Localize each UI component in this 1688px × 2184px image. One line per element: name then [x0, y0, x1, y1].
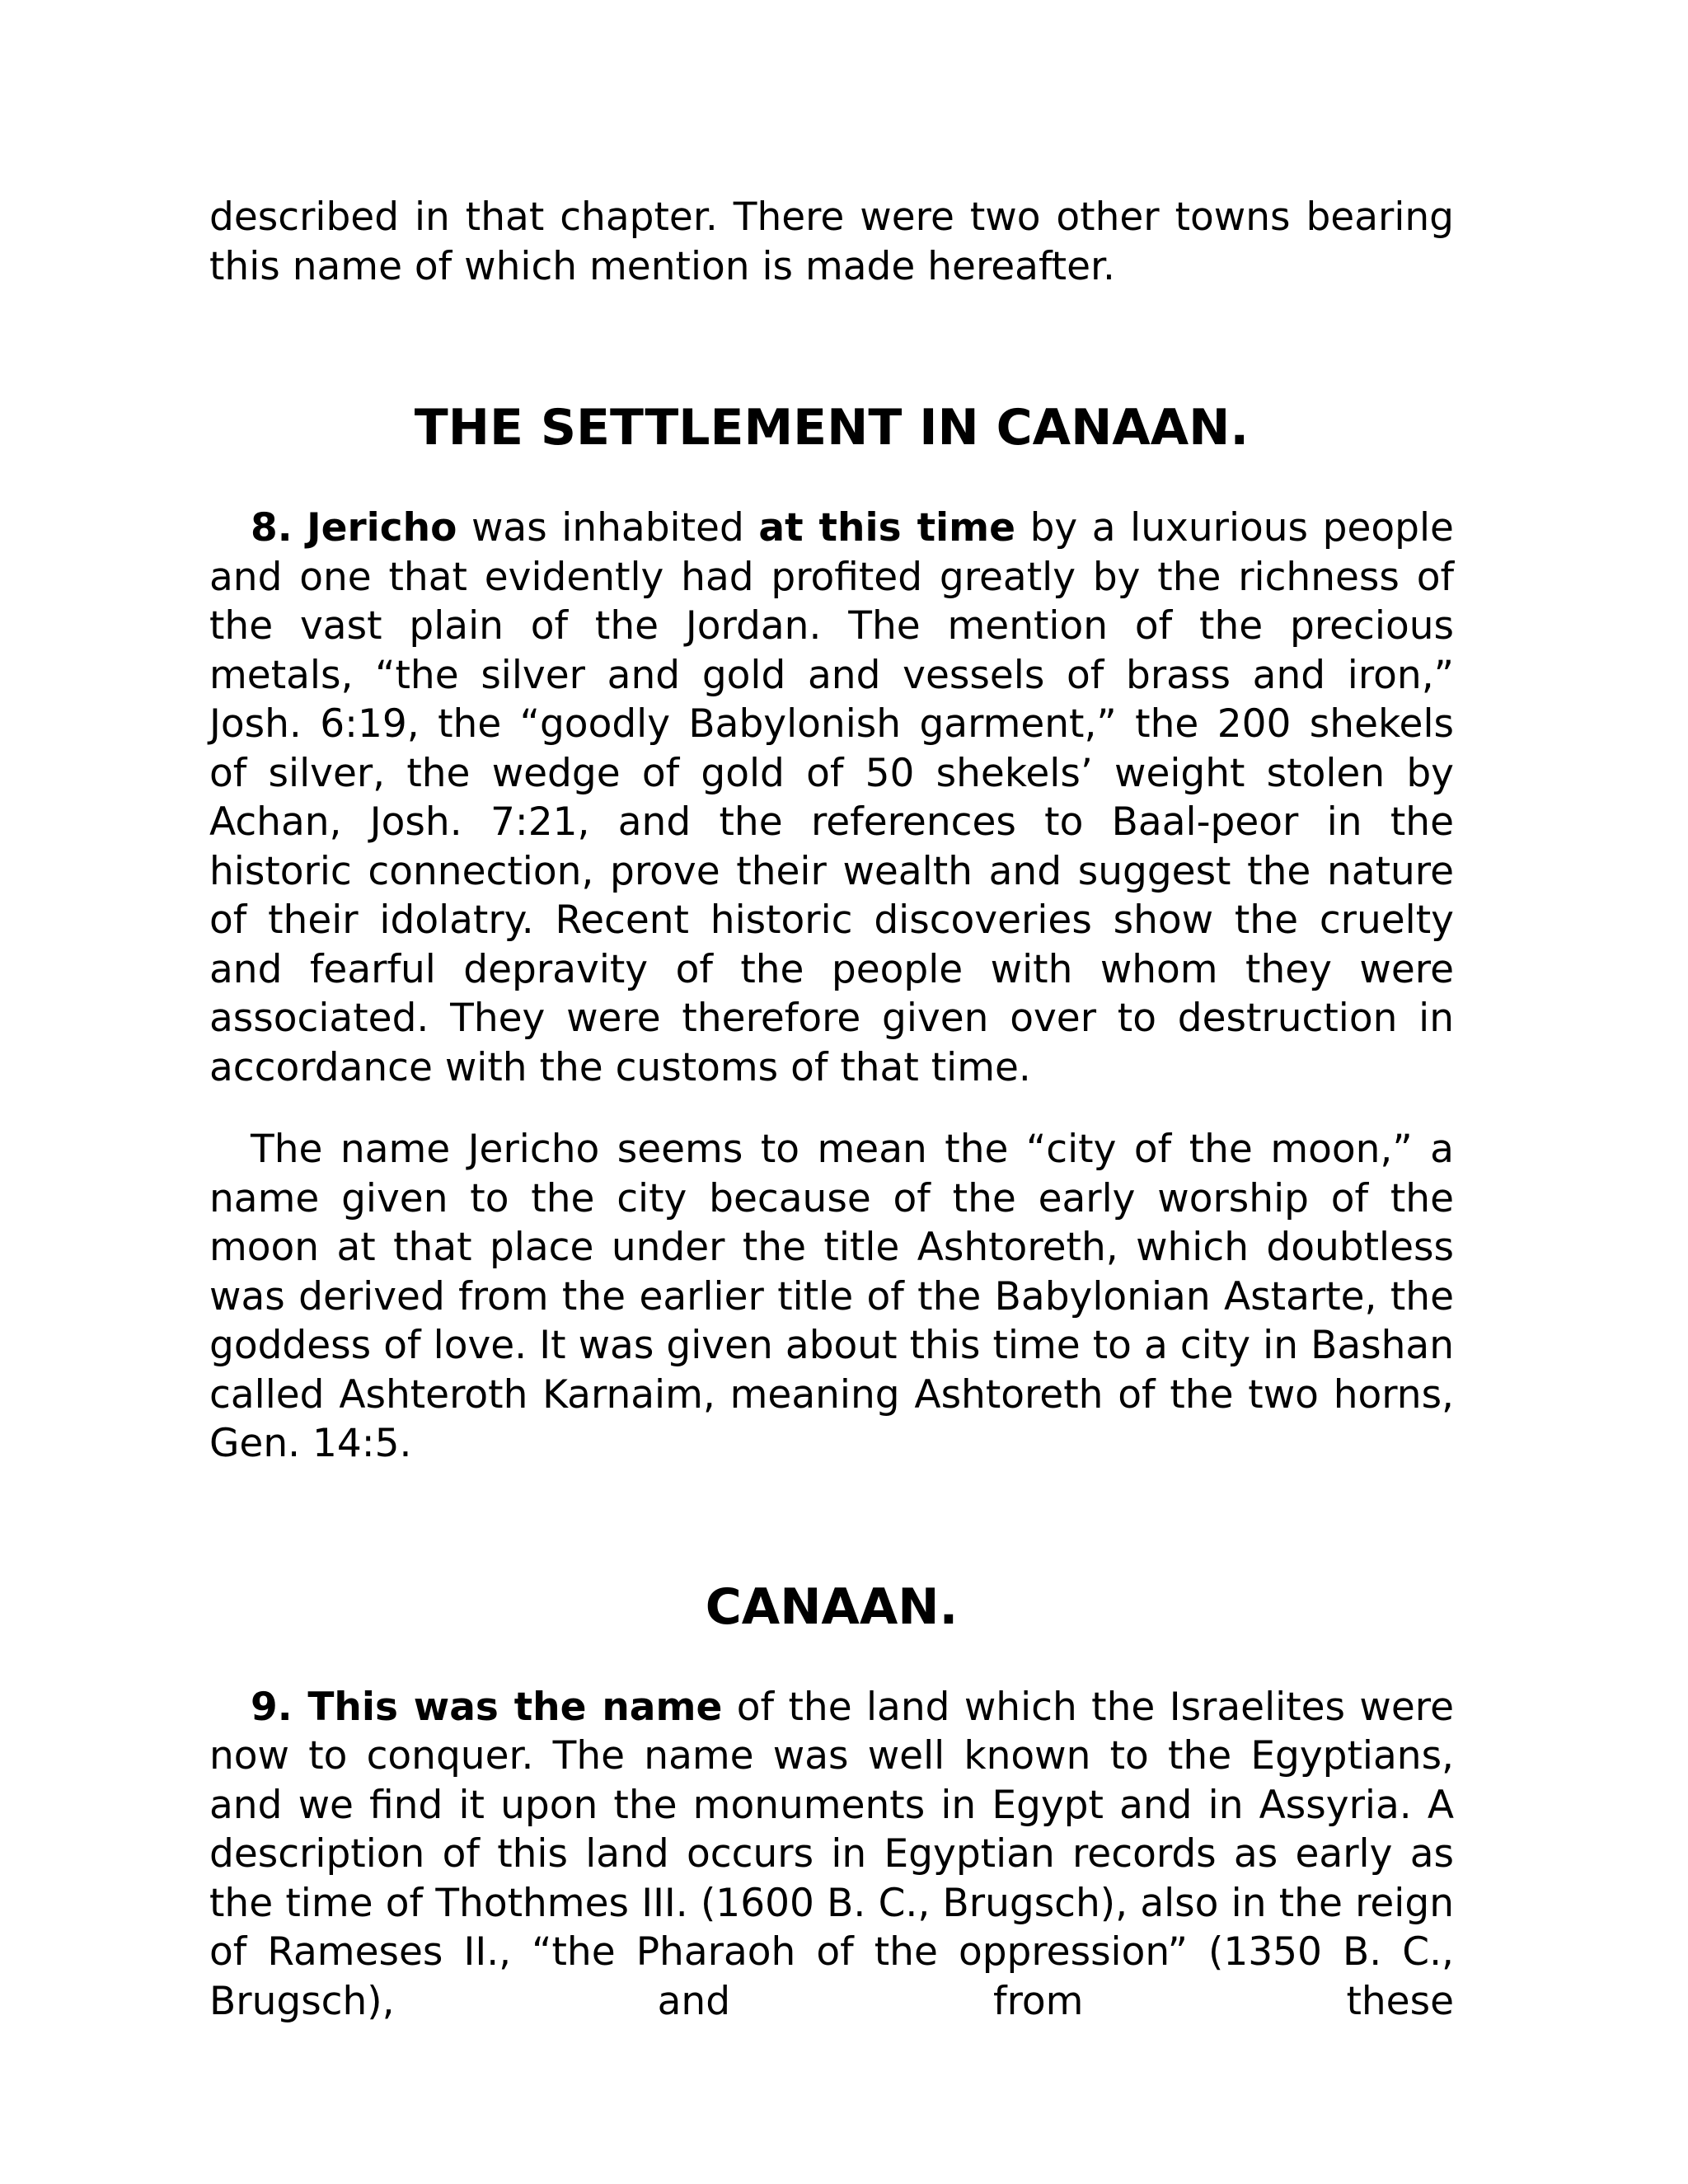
paragraph-8-lead: Jericho: [307, 505, 457, 551]
paragraph-8-text-a: was inhabited: [471, 505, 744, 551]
paragraph-9-lead: 9. This was the name: [251, 1684, 723, 1730]
paragraph-8-emphasis: at this time: [758, 505, 1015, 551]
section-heading-canaan: CANAAN.: [705, 1577, 959, 1636]
paragraph-8-number: 8.: [251, 505, 293, 551]
section-heading-settlement: THE SETTLEMENT IN CANAAN.: [414, 399, 1250, 457]
page-content: [209, 193, 1454, 2026]
paragraph-jericho-name: The name Jericho seems to mean the “city of the moon,” a name given to the city because of the early worship of the moon at that place under the title Ashtoreth, which doubtless was derived from the earlier title of the Babylonian Astarte, the goddess of love. It was given about this time to a city in Bashan called Ashteroth Karnaim, meaning Ashtoreth of the two horns, Gen. 14:5.: [209, 1127, 1454, 1466]
intro-paragraph: described in that chapter. There were two other towns bearing this name of which mention is made hereafter.: [209, 194, 1454, 289]
paragraph-8-text-b: by a luxurious people and one that evidently had profited greatly by the richness of the vast plain of the Jordan. The mention of the precious metals, “the silver and gold and vessels of brass and iron,” Josh. 6:19, the “goodly Babylonish garment,” the 200 shekels of silver, the wedge of gold of 50 shekels’ weight stolen by Achan, Josh. 7:21, and the references to Baal-peor in the historic connection, prove their wealth and suggest the nature of their idolatry. Recent historic discoveries show the cruelty and fearful depravity of the people with whom they were associated. They were therefore given over to destruction in accordance with the customs of that time.: [209, 505, 1454, 1090]
paragraph-9-text: of the land which the Israelites were now to conquer. The name was well known to the Egyptians, and we find it upon the monuments in Egypt and in Assyria. A description of this land occurs in Egyptian records as early as the time of Thothmes III. (1600 B. C., Brugsch), also in the reign of Rameses II., “the Pharaoh of the oppression” (1350 B. C., Brugsch), and from these: [209, 1684, 1454, 2024]
paragraph-9: [209, 1683, 1454, 2027]
paragraph-8: [209, 504, 1454, 1092]
